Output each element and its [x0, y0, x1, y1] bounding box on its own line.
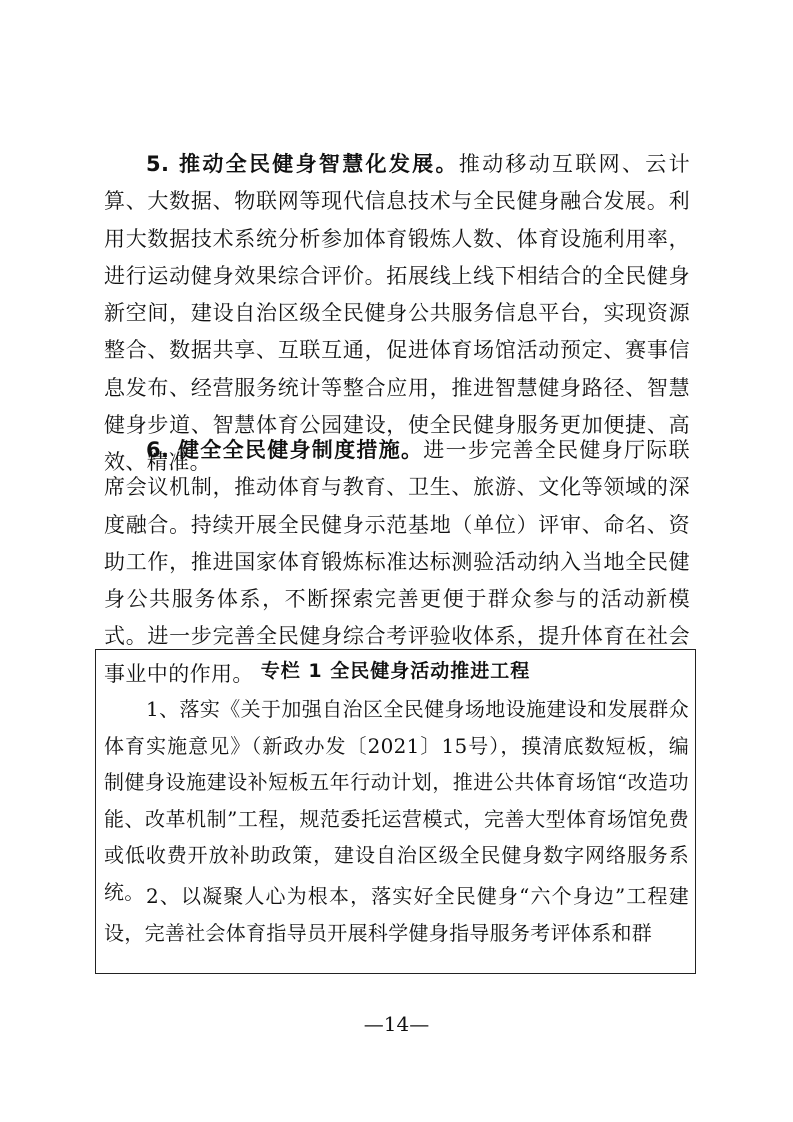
column-box	[95, 649, 696, 974]
paragraph-5-body: 推动移动互联网、云计算、大数据、物联网等现代信息技术与全民健身融合发展。利用大数据技术系统分析参加体育锻炼人数、体育设施利用率，进行运动健身效果综合评价。拓展线上线下相结合的全民健身新空间，建设自治区级全民健身公共服务信息平台，实现资源整合、数据共享、互联互通，促进体育场馆活动预定、赛事信息发布、经营服务统计等整合应用，推进智慧健身路径、智慧健身步道、智慧体育公园建设，使全民健身服务更加便捷、高效、精准。	[104, 152, 691, 475]
column-box-title: 专栏 1 全民健身活动推进工程	[260, 660, 531, 682]
paragraph-5-heading: 5. 推动全民健身智慧化发展。	[146, 152, 459, 176]
paragraph-6-body: 进一步完善全民健身厅际联席会议机制，推动体育与教育、卫生、旅游、文化等领域的深度融合。持续开展全民健身示范基地（单位）评审、命名、资助工作，推进国家体育锻炼标准达标测验活动纳入当地全民健身公共服务体系，不断探索完善更便于群众参与的活动新模式。进一步完善全民健身综合考评验收体系，提升体育在社会事业中的作用。	[104, 438, 690, 686]
column-box-item-2: 2、以凝聚人心为根本，落实好全民健身“六个身边”工程建设，完善社会体育指导员开展科学健身指导服务考评体系和群	[104, 884, 689, 945]
page-number: —14—	[363, 1012, 430, 1036]
paragraph-6-heading: 6. 健全全民健身制度措施。	[146, 438, 424, 462]
column-box-item-1: 1、落实《关于加强自治区全民健身场地设施建设和发展群众体育实施意见》（新政办发〔2021〕15号），摸清底数短板，编制健身设施建设补短板五年行动计划，推进公共体育场馆“改造功能、改革机制”工程，规范委托运营模式，完善大型体育场馆免费或低收费开放补助政策，建设自治区级全民健身数字网络服务系统。	[104, 697, 689, 904]
